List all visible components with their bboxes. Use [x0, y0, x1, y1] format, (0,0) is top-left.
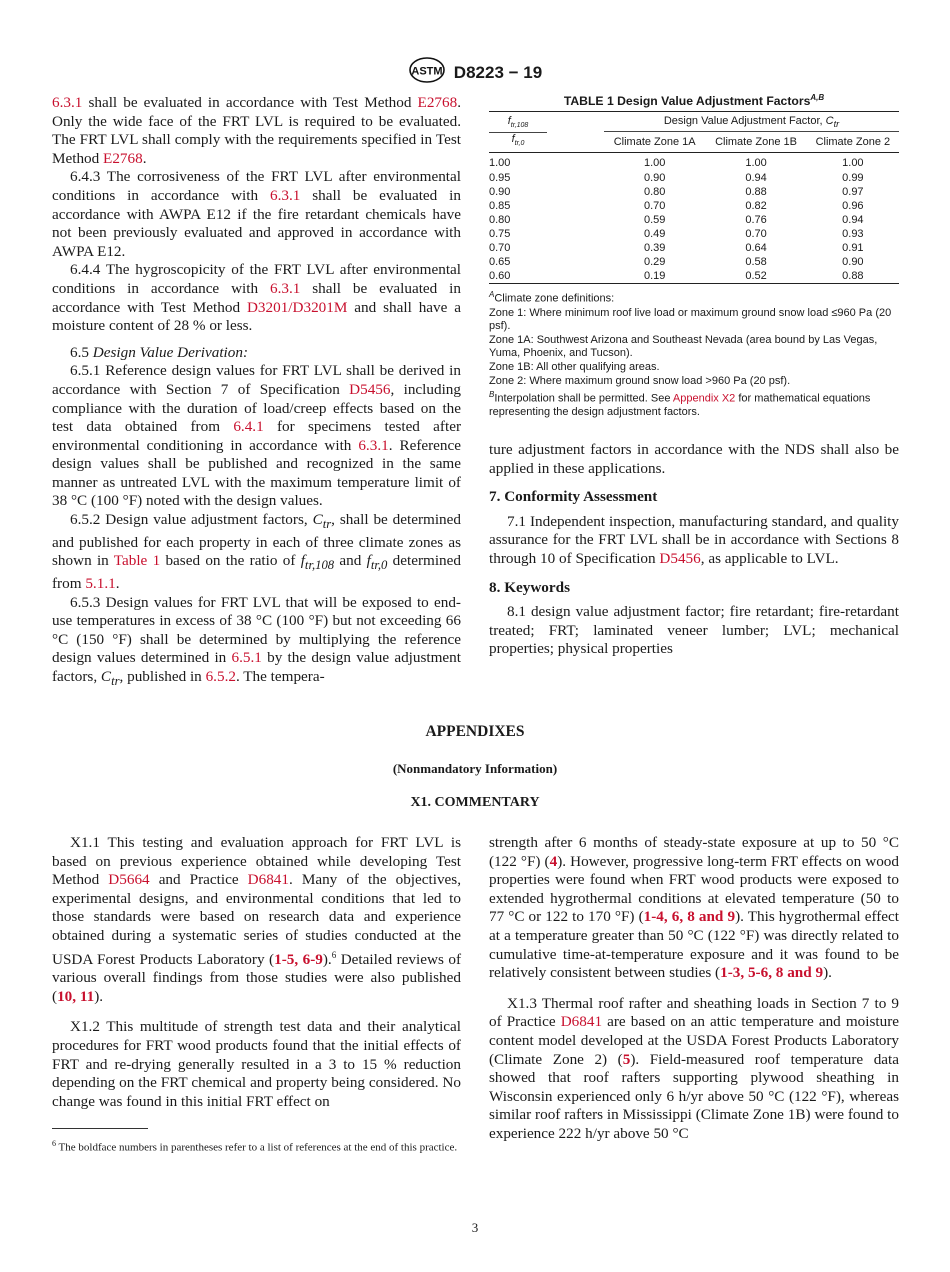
- paragraph-6-4-2-cont: 6.3.1 shall be evaluated in accordance with Test Method E2768. Only the wide face of the FRT LVL is required to be evaluated. The FRT LVL shall comply with the requirements specified in Test Method E2768.: [52, 94, 461, 167]
- factor-cell: 0.58: [745, 256, 767, 269]
- ratio-cell: 0.65: [489, 256, 511, 269]
- page-footnote: $^6$ The boldface numbers in parentheses refer to a list of references at the end of this practice.: [52, 1139, 458, 1154]
- left-column-top: [52, 94, 461, 691]
- ref-link[interactable]: 4: [549, 852, 558, 870]
- factor-cell: 0.52: [745, 270, 767, 283]
- table-body: [489, 153, 899, 284]
- link-6-4-1[interactable]: 6.4.1: [233, 418, 264, 436]
- paragraph-x1-2-cont: strength after 6 months of steady-state exposure at up to 50 °C (122 °F) (4). However, progressive long-term FRT effects on wood properties were found when FRT wood products were exposed to extended hygrothermal conditions at elevated temperature (50 to 77 °C or 122 to 170 °F) (1-4, 6, 8 and 9). This hygrothermal effect at a temperature greater than 50 °C (122 °F) was directly related to cumulative time-at-temperature exposure and it was found to be relatively consistent between studies (1-3, 5-6, 8 and 9).: [489, 834, 899, 982]
- astm-logo-icon: [408, 57, 446, 88]
- ratio-cell: 1.00: [489, 157, 511, 170]
- ratio-cell: 0.95: [489, 171, 511, 184]
- factor-cell: 0.29: [643, 256, 666, 269]
- page-number: 3: [471, 1220, 479, 1235]
- factor-cell: 0.97: [842, 185, 864, 198]
- ratio-cell: 0.85: [489, 199, 511, 212]
- footnote-zone-1b: Zone 1B: All other qualifying areas.: [489, 360, 660, 373]
- link-table-1[interactable]: Table 1: [113, 552, 161, 570]
- factor-cell: 0.59: [643, 213, 666, 226]
- right-column-top: [489, 441, 899, 659]
- paragraph-6-4-3: 6.4.3 The corrosiveness of the FRT LVL after environmental conditions in accordance with 6.3.1 shall be evaluated in accordance with AWPA E12 if the fire retardant chemicals have not been previously evaluated and approved in accordance with AWPA E12.: [52, 168, 461, 260]
- link-d6841[interactable]: D6841: [560, 1013, 603, 1031]
- appendixes-title: APPENDIXES: [425, 723, 525, 740]
- table-row: [489, 185, 899, 199]
- column-header: Climate Zone 2: [815, 136, 891, 149]
- paragraph-7-1: 7.1 Independent inspection, manufacturing standard, and quality assurance for the FRT LVL shall be in accordance with Sections 8 through 10 of Specification D5456, as applicable to LVL.: [489, 512, 899, 567]
- factor-cell: 0.94: [842, 213, 864, 226]
- factor-cell: 0.82: [745, 199, 767, 212]
- factor-cell: 0.88: [842, 270, 864, 283]
- ratio-cell: 0.75: [489, 227, 511, 240]
- table-row: [489, 171, 899, 185]
- factor-cell: 0.49: [643, 227, 666, 240]
- paragraph-6-5-3: 6.5.3 Design values for FRT LVL that will be exposed to end-use temperatures in excess of 38 °C (100 °F) but not exceeding 66 °C (150 °F) shall be determined by multiplying the reference design values determined in 6.5.1 by the design value adjustment factors, $C_{tr}$, published in 6.5.2. The tempera-: [52, 593, 461, 688]
- table-row: [489, 255, 899, 269]
- table-row: [489, 199, 899, 213]
- link-6-3-1[interactable]: 6.3.1: [269, 186, 301, 204]
- table-row: [489, 241, 899, 255]
- link-d6841[interactable]: D6841: [247, 871, 289, 889]
- right-column-bottom: [489, 834, 899, 1144]
- factor-cell: 0.70: [643, 199, 666, 212]
- factor-cell: 0.91: [842, 242, 864, 254]
- paragraph-6-5-2: 6.5.2 Design value adjustment factors, $C_{tr}$, shall be determined and published for each property in each of three climate zones as shown in Table 1 based on the ratio of $f_{tr,108}$ and $f_{tr,0}$ determined from 5.1.1.: [52, 511, 461, 592]
- link-e2768[interactable]: E2768: [417, 94, 458, 111]
- link-6-5-1[interactable]: 6.5.1: [231, 649, 262, 667]
- factor-cell: 1.00: [643, 157, 666, 170]
- link-appendix-x2[interactable]: Appendix X2: [672, 392, 736, 405]
- column-header: Climate Zone 1A: [613, 136, 696, 149]
- link-6-3-1[interactable]: 6.3.1: [358, 436, 389, 454]
- table-row: [489, 269, 899, 284]
- footnote-zone-1a: Zone 1A: Southwest Arizona and Southeast Nevada (area bound by Las Vegas, Yuma, Phoenix, and Tucson).: [489, 333, 878, 360]
- factor-cell: 0.64: [745, 242, 767, 254]
- footnote-zone-2: Zone 2: Where maximum ground snow load >960 Pa (20 psf).: [489, 374, 791, 387]
- table-title: TABLE 1 Design Value Adjustment Factors$^{A,B}$: [563, 93, 825, 109]
- factor-cell: 0.93: [842, 227, 864, 240]
- standard-designation: D8223 − 19: [453, 62, 543, 82]
- footnote-rule: [52, 1128, 148, 1129]
- table-row: [489, 227, 899, 241]
- factor-cell: 0.90: [643, 171, 666, 184]
- factor-cell: 0.88: [745, 185, 767, 198]
- factor-cell: 0.76: [745, 213, 767, 226]
- paragraph-x1-2: X1.2 This multitude of strength test data and their analytical procedures for FRT wood products found that the initial effects of FRT and re-drying generally resulted in a 3 to 15 % reduction depending on the FRT chemical and property being considered. No change was found in this initial FRT effect on: [52, 1018, 461, 1110]
- factor-cell: 1.00: [842, 157, 864, 170]
- ratio-cell: 0.70: [489, 242, 511, 254]
- link-d5456[interactable]: D5456: [659, 549, 701, 567]
- factor-cell: 0.90: [842, 256, 864, 269]
- appendixes-subtitle: (Nonmandatory Information): [392, 761, 558, 776]
- link-d5456[interactable]: D5456: [349, 380, 391, 398]
- left-column-bottom: [52, 834, 461, 1111]
- ratio-cell: 0.90: [489, 185, 511, 198]
- link-d5664[interactable]: D5664: [108, 871, 150, 889]
- heading-keywords: 8. Keywords: [489, 578, 570, 596]
- paragraph-x1-1: X1.1 This testing and evaluation approach for FRT LVL is based on previous experience obtained while developing Test Method D5664 and Practice D6841. Many of the objectives, experimental designs, and environmental conditions that led to those standards were based on research data and experience obtained during a systematic series of studies conducted at the USDA Forest Products Laboratory (1-5, 6-9).$^6$ Detailed reviews of various overall findings from those studies were also published (10, 11).: [52, 834, 462, 1005]
- ratio-cell: 0.80: [489, 213, 511, 226]
- link-6-3-1[interactable]: 6.3.1: [269, 279, 301, 297]
- factor-cell: 0.70: [745, 227, 767, 240]
- svg-text:ASTM: ASTM: [411, 65, 443, 78]
- page-header: [0, 57, 950, 88]
- ratio-header: $\frac{f_{tr,108}}{f_{tr,0}}$: [489, 112, 604, 153]
- table-1: [489, 93, 899, 420]
- ref-link[interactable]: 1-3, 5-6, 8 and 9: [720, 964, 824, 982]
- paragraph-6-5-1: 6.5.1 Reference design values for FRT LVL shall be derived in accordance with Section 7 of Specification D5456, including compliance with the duration of load/creep effects based on the test data obtained from 6.4.1 for specimens tested after environmental conditioning in accordance with 6.3.1. Reference design values shall be published and recognized in the same manner as untreated LVL with the maximum temperature limit of 38 °C (100 °F) noted with the design values.: [52, 362, 461, 510]
- factor-cell: 0.80: [643, 185, 666, 198]
- paragraph-x1-3: X1.3 Thermal roof rafter and sheathing loads in Section 7 to 9 of Practice D6841 are based on an attic temperature and moisture content model developed at the USDA Forest Products Laboratory (Climate Zone 2) (5). Field-measured roof temperature data showed that roof rafters supporting plywood sheathing in Wisconsin experienced only 6 h/yr above 50 °C (122 °F), whereas similar roof rafters in Mississippi (Climate Zone 1B) were found to experience 222 h/yr above 50 °C: [489, 994, 899, 1142]
- link-6-5-2[interactable]: 6.5.2: [205, 667, 236, 685]
- ref-link[interactable]: 5: [622, 1050, 631, 1068]
- ref-link[interactable]: 10, 11: [57, 987, 95, 1005]
- table-row: [489, 213, 899, 227]
- factor-cell: 0.94: [745, 171, 767, 184]
- paragraph-6-5-3-cont: ture adjustment factors in accordance with the NDS shall also be applied in these applications.: [489, 441, 899, 477]
- heading-conformity: 7. Conformity Assessment: [489, 488, 658, 506]
- table-footnotes: [489, 288, 899, 420]
- table-row: [489, 153, 899, 171]
- factor-cell: 1.00: [745, 157, 767, 170]
- ref-link[interactable]: 1-4, 6, 8 and 9: [643, 908, 736, 926]
- column-header: Climate Zone 1B: [715, 136, 797, 149]
- factor-cell: 0.96: [842, 199, 864, 212]
- factor-cell: 0.39: [643, 242, 666, 254]
- link-d3201[interactable]: D3201/D3201M: [246, 298, 348, 316]
- adjustment-factor-table: [489, 111, 899, 284]
- link-5-1-1[interactable]: 5.1.1: [85, 574, 116, 592]
- footnote-a: $^A$Climate zone definitions:: [489, 290, 615, 305]
- group-header: Design Value Adjustment Factor, $C_{tr}$: [604, 112, 899, 132]
- ratio-cell: 0.60: [489, 270, 511, 283]
- ref-link[interactable]: 1-5, 6-9: [274, 950, 323, 968]
- footnote-b: $^B$Interpolation shall be permitted. See Appendix X2 for mathematical equations representing the design adjustment factors.: [489, 390, 871, 419]
- paragraph-6-4-4: 6.4.4 The hygroscopicity of the FRT LVL after environmental conditions in accordance with 6.3.1 shall be evaluated in accordance with Test Method D3201/D3201M and shall have a moisture content of 28 % or less.: [52, 261, 461, 335]
- commentary-heading: X1. COMMENTARY: [410, 795, 540, 810]
- link-e2768[interactable]: E2768: [103, 149, 143, 167]
- factor-cell: 0.99: [842, 171, 864, 184]
- factor-cell: 0.19: [643, 270, 666, 283]
- heading-6-5: 6.5 Design Value Derivation:: [70, 343, 248, 361]
- paragraph-8-1: 8.1 design value adjustment factor; fire retardant; fire-retardant treated; FRT; laminated veneer lumber; LVL; mechanical properties; physical properties: [489, 603, 899, 658]
- footnote-zone-1: Zone 1: Where minimum roof live load or maximum ground snow load ≤960 Pa (20 psf).: [489, 306, 892, 333]
- link-6-3-1[interactable]: 6.3.1: [52, 94, 83, 111]
